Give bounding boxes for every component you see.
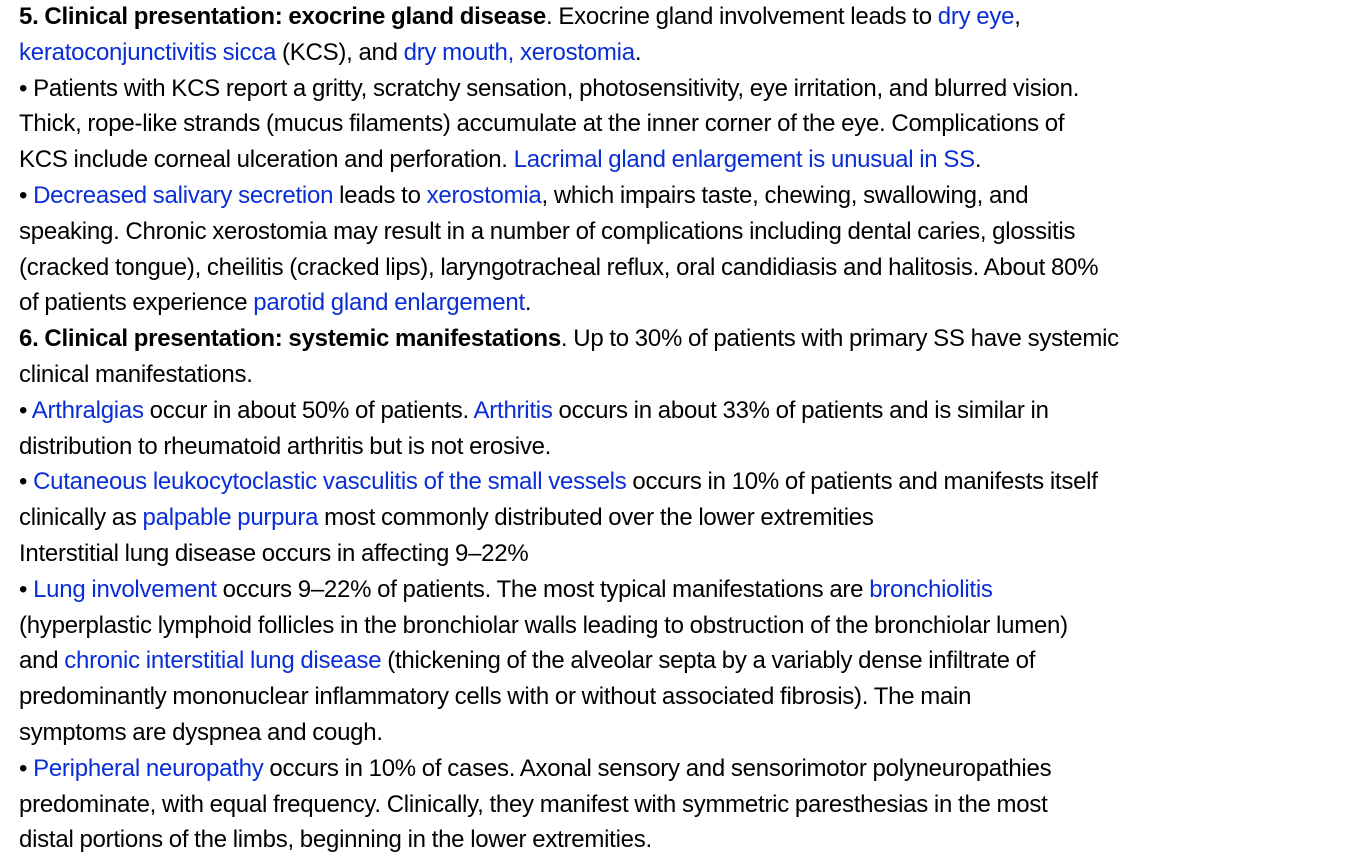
highlighted-term: chronic interstitial lung disease — [64, 647, 382, 675]
text-line — [19, 142, 1339, 178]
text-line — [19, 178, 1339, 214]
body-text: clinical manifestations. — [19, 360, 253, 388]
highlighted-term: dry eye — [937, 3, 1015, 30]
body-text: occurs in 10% of patients and manifests itself — [626, 468, 1098, 496]
body-text: • — [19, 754, 34, 782]
text-line — [19, 787, 1339, 823]
body-text: . — [634, 38, 642, 66]
highlighted-term: xerostomia — [426, 181, 542, 209]
section-heading: 5. Clinical presentation: exocrine gland disease — [19, 3, 547, 30]
body-text: clinically as — [19, 504, 143, 532]
body-text: distal portions of the limbs, beginning in the lower extremities. — [19, 826, 652, 854]
text-line — [19, 822, 1339, 858]
body-text: . — [524, 289, 532, 317]
text-line — [19, 35, 1339, 71]
highlighted-term: Lung involvement — [33, 575, 217, 603]
text-line — [19, 321, 1339, 357]
body-text: (hyperplastic lymphoid follicles in the bronchiolar walls leading to obstruction of the bronchiolar lumen) — [19, 611, 1068, 639]
body-text: . Exocrine gland involvement leads to — [546, 3, 938, 30]
text-line — [19, 464, 1339, 500]
text-line — [19, 643, 1339, 679]
body-text: and — [19, 647, 65, 675]
body-text: • — [19, 181, 34, 209]
highlighted-term: keratoconjunctivitis sicca — [19, 38, 277, 66]
body-text: , — [1014, 3, 1021, 30]
text-line — [19, 751, 1339, 787]
text-line — [19, 214, 1339, 250]
body-text: • — [19, 468, 34, 496]
section-heading: 6. Clinical presentation: systemic manifestations — [19, 325, 561, 353]
highlighted-term: Peripheral neuropathy — [33, 754, 264, 782]
body-text: . — [974, 146, 982, 174]
text-line — [19, 500, 1339, 536]
text-line — [19, 679, 1339, 715]
text-line — [19, 250, 1339, 286]
body-text: • — [19, 575, 34, 603]
body-text: occur in about 50% of patients. — [143, 396, 474, 424]
body-text: , which impairs taste, chewing, swallowing, and — [541, 181, 1029, 209]
text-line — [19, 106, 1339, 142]
body-text: Thick, rope-like strands (mucus filaments) accumulate at the inner corner of the eye. Complications of — [19, 110, 1065, 138]
body-text: leads to — [333, 181, 427, 209]
text-line — [19, 71, 1339, 107]
body-text: (cracked tongue), cheilitis (cracked lips), laryngotracheal reflux, oral candidiasis and halitosis. About 80% — [19, 253, 1099, 281]
body-text: Interstitial lung disease occurs in affecting 9–22% — [19, 539, 529, 567]
highlighted-term: palpable purpura — [142, 504, 319, 532]
body-text: predominate, with equal frequency. Clinically, they manifest with symmetric paresthesias in the most — [19, 790, 1048, 818]
body-text: speaking. Chronic xerostomia may result in a number of complications including dental caries, glossitis — [19, 217, 1076, 245]
highlighted-term: Lacrimal gland enlargement is unusual in SS — [513, 146, 975, 174]
body-text: (thickening of the alveolar septa by a variably dense infiltrate of — [381, 647, 1036, 675]
body-text: . Up to 30% of patients with primary SS have systemic — [560, 325, 1119, 353]
document-body — [19, 0, 1339, 858]
text-line — [19, 715, 1339, 751]
text-line — [19, 572, 1339, 608]
text-line — [19, 357, 1339, 393]
highlighted-term: Cutaneous leukocytoclastic vasculitis of the small vessels — [33, 468, 627, 496]
body-text: occurs in about 33% of patients and is similar in — [552, 396, 1049, 424]
highlighted-term: Arthralgias — [31, 396, 144, 424]
text-line — [19, 608, 1339, 644]
text-line — [19, 536, 1339, 572]
text-line — [19, 429, 1339, 465]
highlighted-term: Arthritis — [473, 396, 553, 424]
highlighted-term: Decreased salivary secretion — [33, 181, 334, 209]
text-line — [19, 285, 1339, 321]
body-text: symptoms are dyspnea and cough. — [19, 718, 383, 746]
body-text: occurs 9–22% of patients. The most typical manifestations are — [216, 575, 870, 603]
body-text: KCS include corneal ulceration and perforation. — [19, 146, 514, 174]
highlighted-term: bronchiolitis — [869, 575, 993, 603]
body-text: • Patients with KCS report a gritty, scratchy sensation, photosensitivity, eye irritation, and blurred vision. — [19, 74, 1080, 102]
body-text: occurs in 10% of cases. Axonal sensory and sensorimotor polyneuropathies — [263, 754, 1052, 782]
highlighted-term: parotid gland enlargement — [253, 289, 525, 317]
body-text: distribution to rheumatoid arthritis but is not erosive. — [19, 432, 552, 460]
highlighted-term: dry mouth, xerostomia — [403, 38, 635, 66]
body-text: • — [19, 396, 32, 424]
body-text: most commonly distributed over the lower extremities — [318, 504, 874, 532]
body-text: predominantly mononuclear inflammatory cells with or without associated fibrosis). The main — [19, 683, 972, 711]
body-text: of patients experience — [19, 289, 254, 317]
body-text: (KCS), and — [276, 38, 404, 66]
text-line — [19, 0, 1339, 35]
text-line — [19, 393, 1339, 429]
